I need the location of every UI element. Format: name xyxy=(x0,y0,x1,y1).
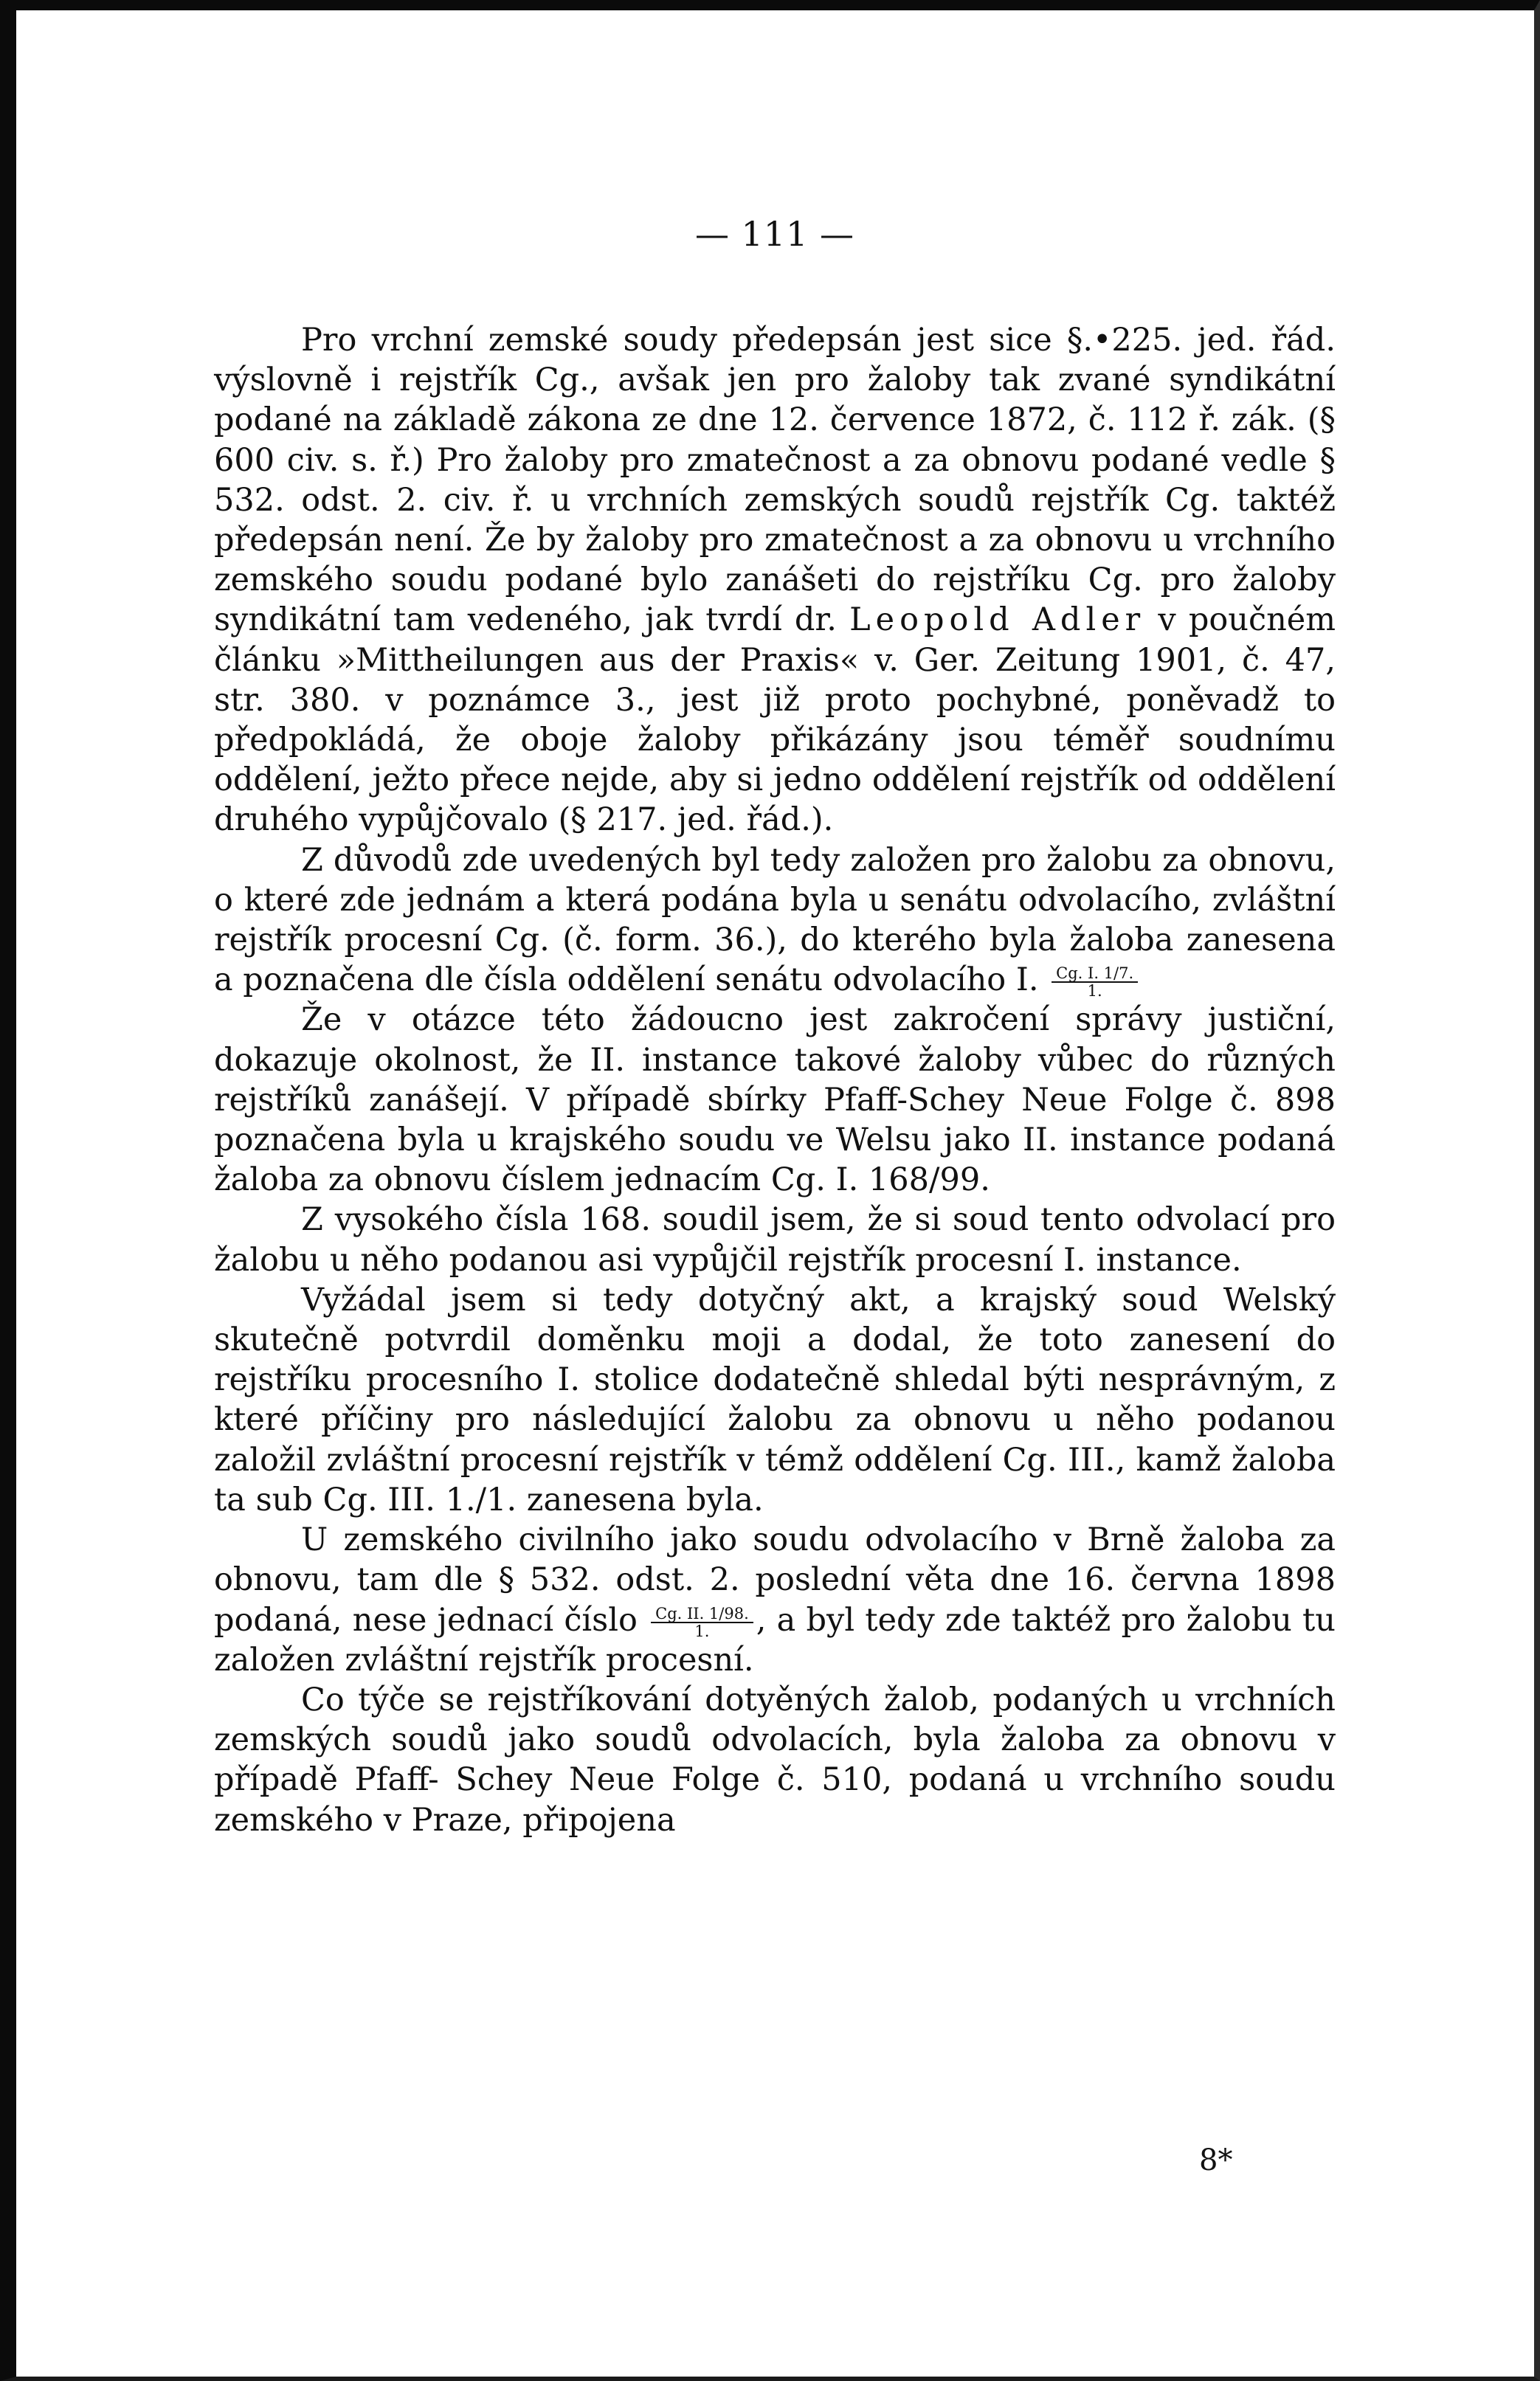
paragraph-7 xyxy=(214,1680,1336,1840)
page-number: — 111 — xyxy=(694,214,855,254)
paragraph-6-text-a: U zemského civilního jako soudu odvolacího v Brně žaloba za obnovu, tam dle § 532. odst. 2. poslední věta dne 16. června 1898 podaná, nese jednací číslo xyxy=(214,1521,1336,1639)
fraction-2-denominator: 1. xyxy=(694,1622,710,1640)
paragraph-1 xyxy=(214,320,1336,840)
case-number-fraction-1 xyxy=(1052,965,1138,999)
fraction-1-denominator: 1. xyxy=(1087,982,1102,1001)
paragraph-3 xyxy=(214,1000,1336,1200)
paragraph-4-text: Z vysokého čísla 168. soudil jsem, že si soud tento odvolací pro žalobu u něho podanou asi vypůjčil rejstřík procesní I. instance. xyxy=(214,1201,1336,1279)
paragraph-5 xyxy=(214,1280,1336,1520)
paragraph-4 xyxy=(214,1200,1336,1279)
paragraph-2-text: Z důvodů zde uvedených byl tedy založen pro žalobu za obnovu, o které zde jednám a která podána byla u senátu odvolacího, zvláštní rejstřík procesní Cg. (č. form. 36.), do kterého byla žaloba zanesena a poznačena dle čísla oddělení senátu odvolacího I. xyxy=(214,841,1336,999)
fraction-1-numerator: Cg. I. 1/7. xyxy=(1052,965,1138,983)
paragraph-6-text-b: , a byl tedy zde taktéž pro žalobu tu založen zvláštní rejstřík procesní. xyxy=(214,1601,1336,1679)
paragraph-1-text-a: Pro vrchní zemské soudy předepsán jest sice §.•225. jed. řád. výslovně i rejstřík Cg., avšak jen pro žaloby tak zvané syndikátní podané na základě zákona ze dne 12. července 1872, č. 112 ř. zák. (§ 600 civ. s. ř.) Pro žaloby pro zmatečnost a za obnovu podané vedle § 532. odst. 2. civ. ř. u vrchních zemských soudů rejstřík Cg. taktéž předepsán není. Že by žaloby pro zmatečnost a za obnovu u vrchního zemského soudu podané bylo zanášeti do rejstříku Cg. pro žaloby syndikátní tam vedeného, jak tvrdí dr. xyxy=(214,322,1336,639)
case-number-fraction-2 xyxy=(651,1606,753,1639)
paragraph-5-text: Vyžádal jsem si tedy dotyčný akt, a krajský soud Welský skutečně potvrdil doměnku moji a dodal, že toto zanesení do rejstříku procesního I. stolice dodatečně shledal býti nesprávným, z které příčiny pro následující žalobu za obnovu u něho podanou založil zvláštní procesní rejstřík v témž oddělení Cg. III., kamž žaloba ta sub Cg. III. 1./1. zanesena byla. xyxy=(214,1281,1336,1518)
fraction-2-numerator: Cg. II. 1/98. xyxy=(651,1606,753,1623)
signature-mark: 8* xyxy=(1199,2143,1233,2177)
paragraph-2 xyxy=(214,840,1336,1001)
paragraph-3-text: Že v otázce této žádoucno jest zakročení správy justiční, dokazuje okolnost, že II. instance takové žaloby vůbec do různých rejstříků zanášejí. V případě sbírky Pfaff-Schey Neue Folge č. 898 poznačena byla u krajského soudu ve Welsu jako II. instance podaná žaloba za obnovu číslem jednacím Cg. I. 168/99. xyxy=(214,1001,1336,1199)
paragraph-7-text: Co týče se rejstříkování dotyěných žalob, podaných u vrchních zemských soudů jako soudů odvolacích, byla žaloba za obnovu v případě Pfaff- Schey Neue Folge č. 510, podaná u vrchního soudu zemského v Praze, připojena xyxy=(214,1681,1336,1839)
book-page xyxy=(214,214,1336,1840)
author-name: Leopold Adler xyxy=(849,601,1146,639)
paragraph-6 xyxy=(214,1520,1336,1680)
paragraph-1-text-b: v poučném článku »Mittheilungen aus der Praxis« v. Ger. Zeitung 1901, č. 47, str. 380. v poznámce 3., jest již proto pochybné, poněvadž to předpokládá, že oboje žaloby přikázány jsou téměř soudnímu oddělení, ježto přece nejde, aby si jedno oddělení rejstřík od oddělení druhého vypůjčovalo (§ 217. jed. řád.). xyxy=(214,601,1336,839)
